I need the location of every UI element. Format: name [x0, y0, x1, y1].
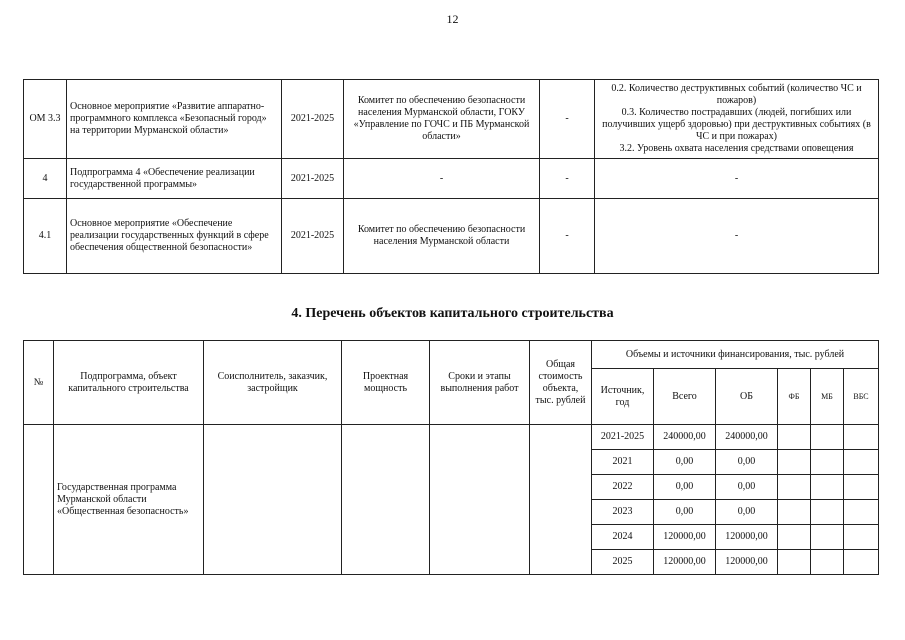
- cell-coexecutor: [204, 425, 342, 575]
- cell-vbs: [844, 450, 879, 475]
- table-row: [24, 199, 879, 274]
- header-ob: ОБ: [716, 369, 778, 425]
- row-number: 4: [24, 159, 67, 199]
- cell-ob: 0,00: [716, 450, 778, 475]
- row-dash: -: [540, 199, 595, 274]
- row-indicators: -: [595, 199, 879, 274]
- cell-ob: 0,00: [716, 475, 778, 500]
- activities-table: [23, 79, 879, 274]
- cell-fb: [778, 500, 811, 525]
- cell-vbs: [844, 425, 879, 450]
- cell-year: 2021-2025: [592, 425, 654, 450]
- cell-total: 0,00: [654, 450, 716, 475]
- cell-vbs: [844, 550, 879, 575]
- row-number: ОМ 3.3: [24, 80, 67, 159]
- cell-ob: 120000,00: [716, 550, 778, 575]
- table-row: [24, 80, 879, 159]
- cell-fb: [778, 450, 811, 475]
- header-vbs: ВБС: [844, 369, 879, 425]
- row-dash: -: [540, 159, 595, 199]
- cell-mb: [811, 475, 844, 500]
- cell-mb: [811, 550, 844, 575]
- cell-stages: [430, 425, 530, 575]
- header-capacity: Проектная мощность: [342, 341, 430, 425]
- cell-vbs: [844, 500, 879, 525]
- cell-vbs: [844, 525, 879, 550]
- cell-ob: 0,00: [716, 500, 778, 525]
- row-number: 4.1: [24, 199, 67, 274]
- cell-fb: [778, 425, 811, 450]
- header-financing: Объемы и источники финансирования, тыс. рублей: [592, 341, 879, 369]
- cell-cost: [530, 425, 592, 575]
- cell-year: 2021: [592, 450, 654, 475]
- header-source: Источник, год: [592, 369, 654, 425]
- header-stages: Сроки и этапы выполнения работ: [430, 341, 530, 425]
- header-coexecutor: Соисполнитель, заказчик, застройщик: [204, 341, 342, 425]
- row-executor: Комитет по обеспечению безопасности населения Мурманской области: [344, 199, 540, 274]
- cell-fb: [778, 475, 811, 500]
- cell-mb: [811, 450, 844, 475]
- row-name: Основное мероприятие «Обеспечение реализации государственных функций в сфере обеспечения общественной безопасности»: [67, 199, 282, 274]
- cell-year: 2024: [592, 525, 654, 550]
- row-indicators: -: [595, 159, 879, 199]
- row-indicators: [595, 80, 879, 159]
- cell-fb: [778, 550, 811, 575]
- cell-year: 2025: [592, 550, 654, 575]
- header-num: №: [24, 341, 54, 425]
- row-name: Основное мероприятие «Развитие аппаратно-программного комплекса «Безопасный город» на территории Мурманской области»: [67, 80, 282, 159]
- cell-ob: 120000,00: [716, 525, 778, 550]
- page-number: 12: [446, 12, 459, 26]
- header-cost: Общая стоимость объекта, тыс. рублей: [530, 341, 592, 425]
- row-dash: -: [540, 80, 595, 159]
- indicator: 0.3. Количество пострадавших (людей, погибших или получивших ущерб здоровью) при деструктивных событиях (в ЧС и при пожарах): [602, 107, 871, 142]
- header-row: [24, 341, 879, 369]
- cell-year: 2022: [592, 475, 654, 500]
- row-executor: Комитет по обеспечению безопасности населения Мурманской области, ГОКУ «Управление по ГОЧС и ПБ Мурманской области»: [344, 80, 540, 159]
- header-object: Подпрограмма, объект капитального строительства: [54, 341, 204, 425]
- cell-total: 240000,00: [654, 425, 716, 450]
- header-total: Всего: [654, 369, 716, 425]
- row-period: 2021-2025: [282, 199, 344, 274]
- cell-total: 120000,00: [654, 525, 716, 550]
- cell-num: [24, 425, 54, 575]
- row-period: 2021-2025: [282, 80, 344, 159]
- cell-ob: 240000,00: [716, 425, 778, 450]
- cell-mb: [811, 500, 844, 525]
- indicator: 3.2. Уровень охвата населения средствами оповещения: [619, 143, 854, 154]
- cell-vbs: [844, 475, 879, 500]
- cell-mb: [811, 425, 844, 450]
- header-fb: ФБ: [778, 369, 811, 425]
- cell-mb: [811, 525, 844, 550]
- row-name: Подпрограмма 4 «Обеспечение реализации государственной программы»: [67, 159, 282, 199]
- indicator: 0.2. Количество деструктивных событий (количество ЧС и пожаров): [611, 83, 862, 106]
- cell-fb: [778, 525, 811, 550]
- cell-year: 2023: [592, 500, 654, 525]
- table-row: [24, 425, 879, 450]
- capital-construction-table: [23, 340, 879, 575]
- cell-total: 120000,00: [654, 550, 716, 575]
- row-executor: -: [344, 159, 540, 199]
- row-period: 2021-2025: [282, 159, 344, 199]
- cell-capacity: [342, 425, 430, 575]
- cell-total: 0,00: [654, 500, 716, 525]
- program-name: Государственная программа Мурманской области «Общественная безопасность»: [54, 425, 204, 575]
- section-title: 4. Перечень объектов капитального строительства: [291, 306, 614, 321]
- header-mb: МБ: [811, 369, 844, 425]
- table-row: [24, 159, 879, 199]
- cell-total: 0,00: [654, 475, 716, 500]
